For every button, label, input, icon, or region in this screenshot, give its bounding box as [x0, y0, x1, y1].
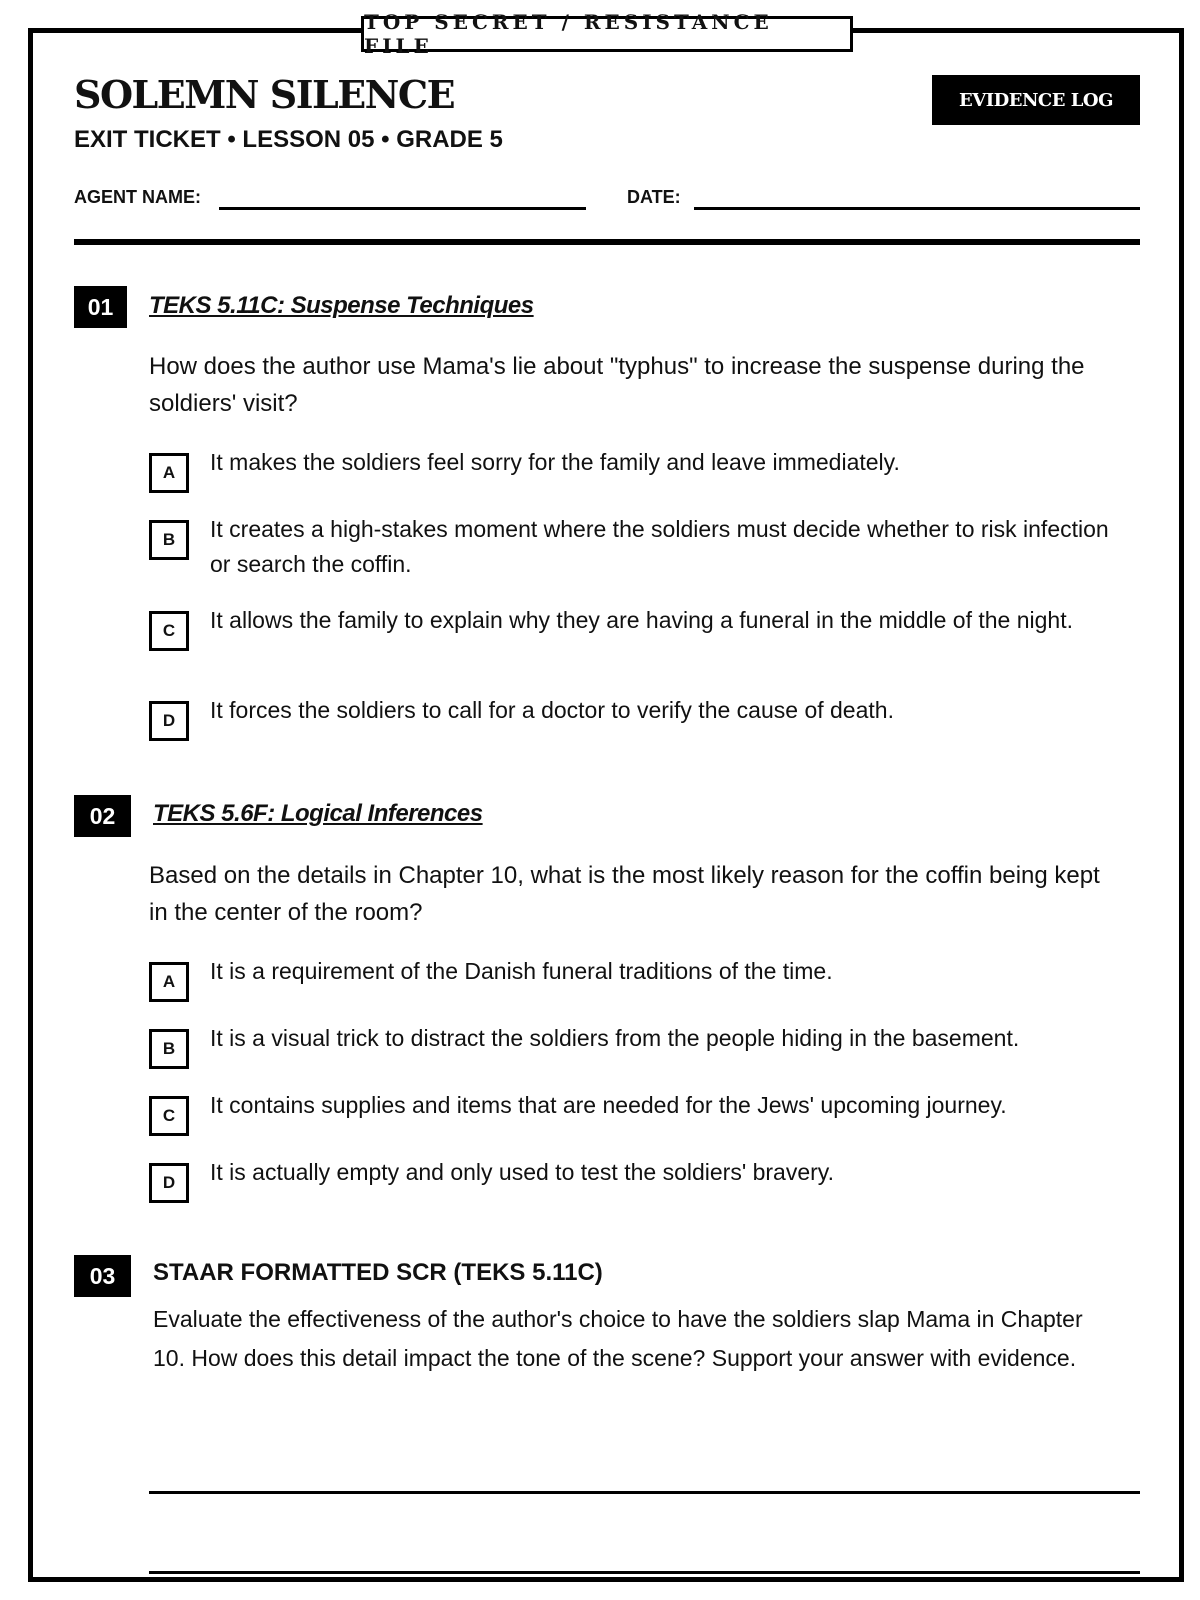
option-letter-box[interactable]: D — [149, 1163, 189, 1203]
date-label: DATE: — [627, 187, 681, 207]
option-letter-box[interactable]: C — [149, 1096, 189, 1136]
question-prompt: How does the author use Mama's lie about "typhus" to increase the suspense during the soldiers' visit? — [149, 353, 1085, 417]
question-heading: STAAR FORMATTED SCR (TEKS 5.11C) — [153, 1259, 603, 1286]
question-number: 02 — [74, 795, 131, 837]
option-letter-box[interactable]: D — [149, 701, 189, 741]
header-divider — [74, 239, 1140, 245]
question-prompt: Based on the details in Chapter 10, what is the most likely reason for the coffin being kept in the center of the room? — [149, 862, 1100, 926]
option-text: It is a requirement of the Danish funeral traditions of the time. — [210, 958, 833, 984]
question-number: 01 — [74, 286, 127, 328]
question-heading: TEKS 5.11C: Suspense Techniques — [149, 292, 534, 319]
option-text: It is a visual trick to distract the soldiers from the people hiding in the basement. — [210, 1025, 1020, 1051]
option-text: It is actually empty and only used to test the soldiers' bravery. — [210, 1159, 834, 1185]
option-text: It forces the soldiers to call for a doctor to verify the cause of death. — [210, 697, 894, 723]
option-letter-box[interactable]: C — [149, 611, 189, 651]
question-heading: TEKS 5.6F: Logical Inferences — [153, 800, 483, 827]
option-text: It allows the family to explain why they are having a funeral in the middle of the night. — [210, 607, 1073, 633]
option-text: It contains supplies and items that are needed for the Jews' upcoming journey. — [210, 1092, 1007, 1118]
date-field[interactable] — [694, 207, 1140, 210]
option-text: It creates a high-stakes moment where the soldiers must decide whether to risk infection or search the coffin. — [210, 516, 1109, 577]
page-subtitle: EXIT TICKET • LESSON 05 • GRADE 5 — [74, 126, 503, 153]
option-letter-box[interactable]: A — [149, 962, 189, 1002]
file-tab: TOP SECRET / RESISTANCE FILE — [361, 16, 853, 52]
option-text: It makes the soldiers feel sorry for the family and leave immediately. — [210, 449, 900, 475]
option-letter-box[interactable]: A — [149, 453, 189, 493]
question-number: 03 — [74, 1255, 131, 1297]
agent-name-field[interactable] — [219, 207, 586, 210]
answer-line[interactable] — [149, 1571, 1140, 1574]
evidence-log-badge: EVIDENCE LOG — [932, 75, 1140, 125]
page-title: SOLEMN SILENCE — [74, 72, 455, 117]
answer-line[interactable] — [149, 1491, 1140, 1494]
agent-name-label: AGENT NAME: — [74, 187, 201, 207]
option-letter-box[interactable]: B — [149, 1029, 189, 1069]
question-prompt: Evaluate the effectiveness of the author's choice to have the soldiers slap Mama in Chapter 10. How does this detail impact the tone of the scene? Support your answer with evidence. — [153, 1306, 1083, 1371]
option-letter-box[interactable]: B — [149, 520, 189, 560]
